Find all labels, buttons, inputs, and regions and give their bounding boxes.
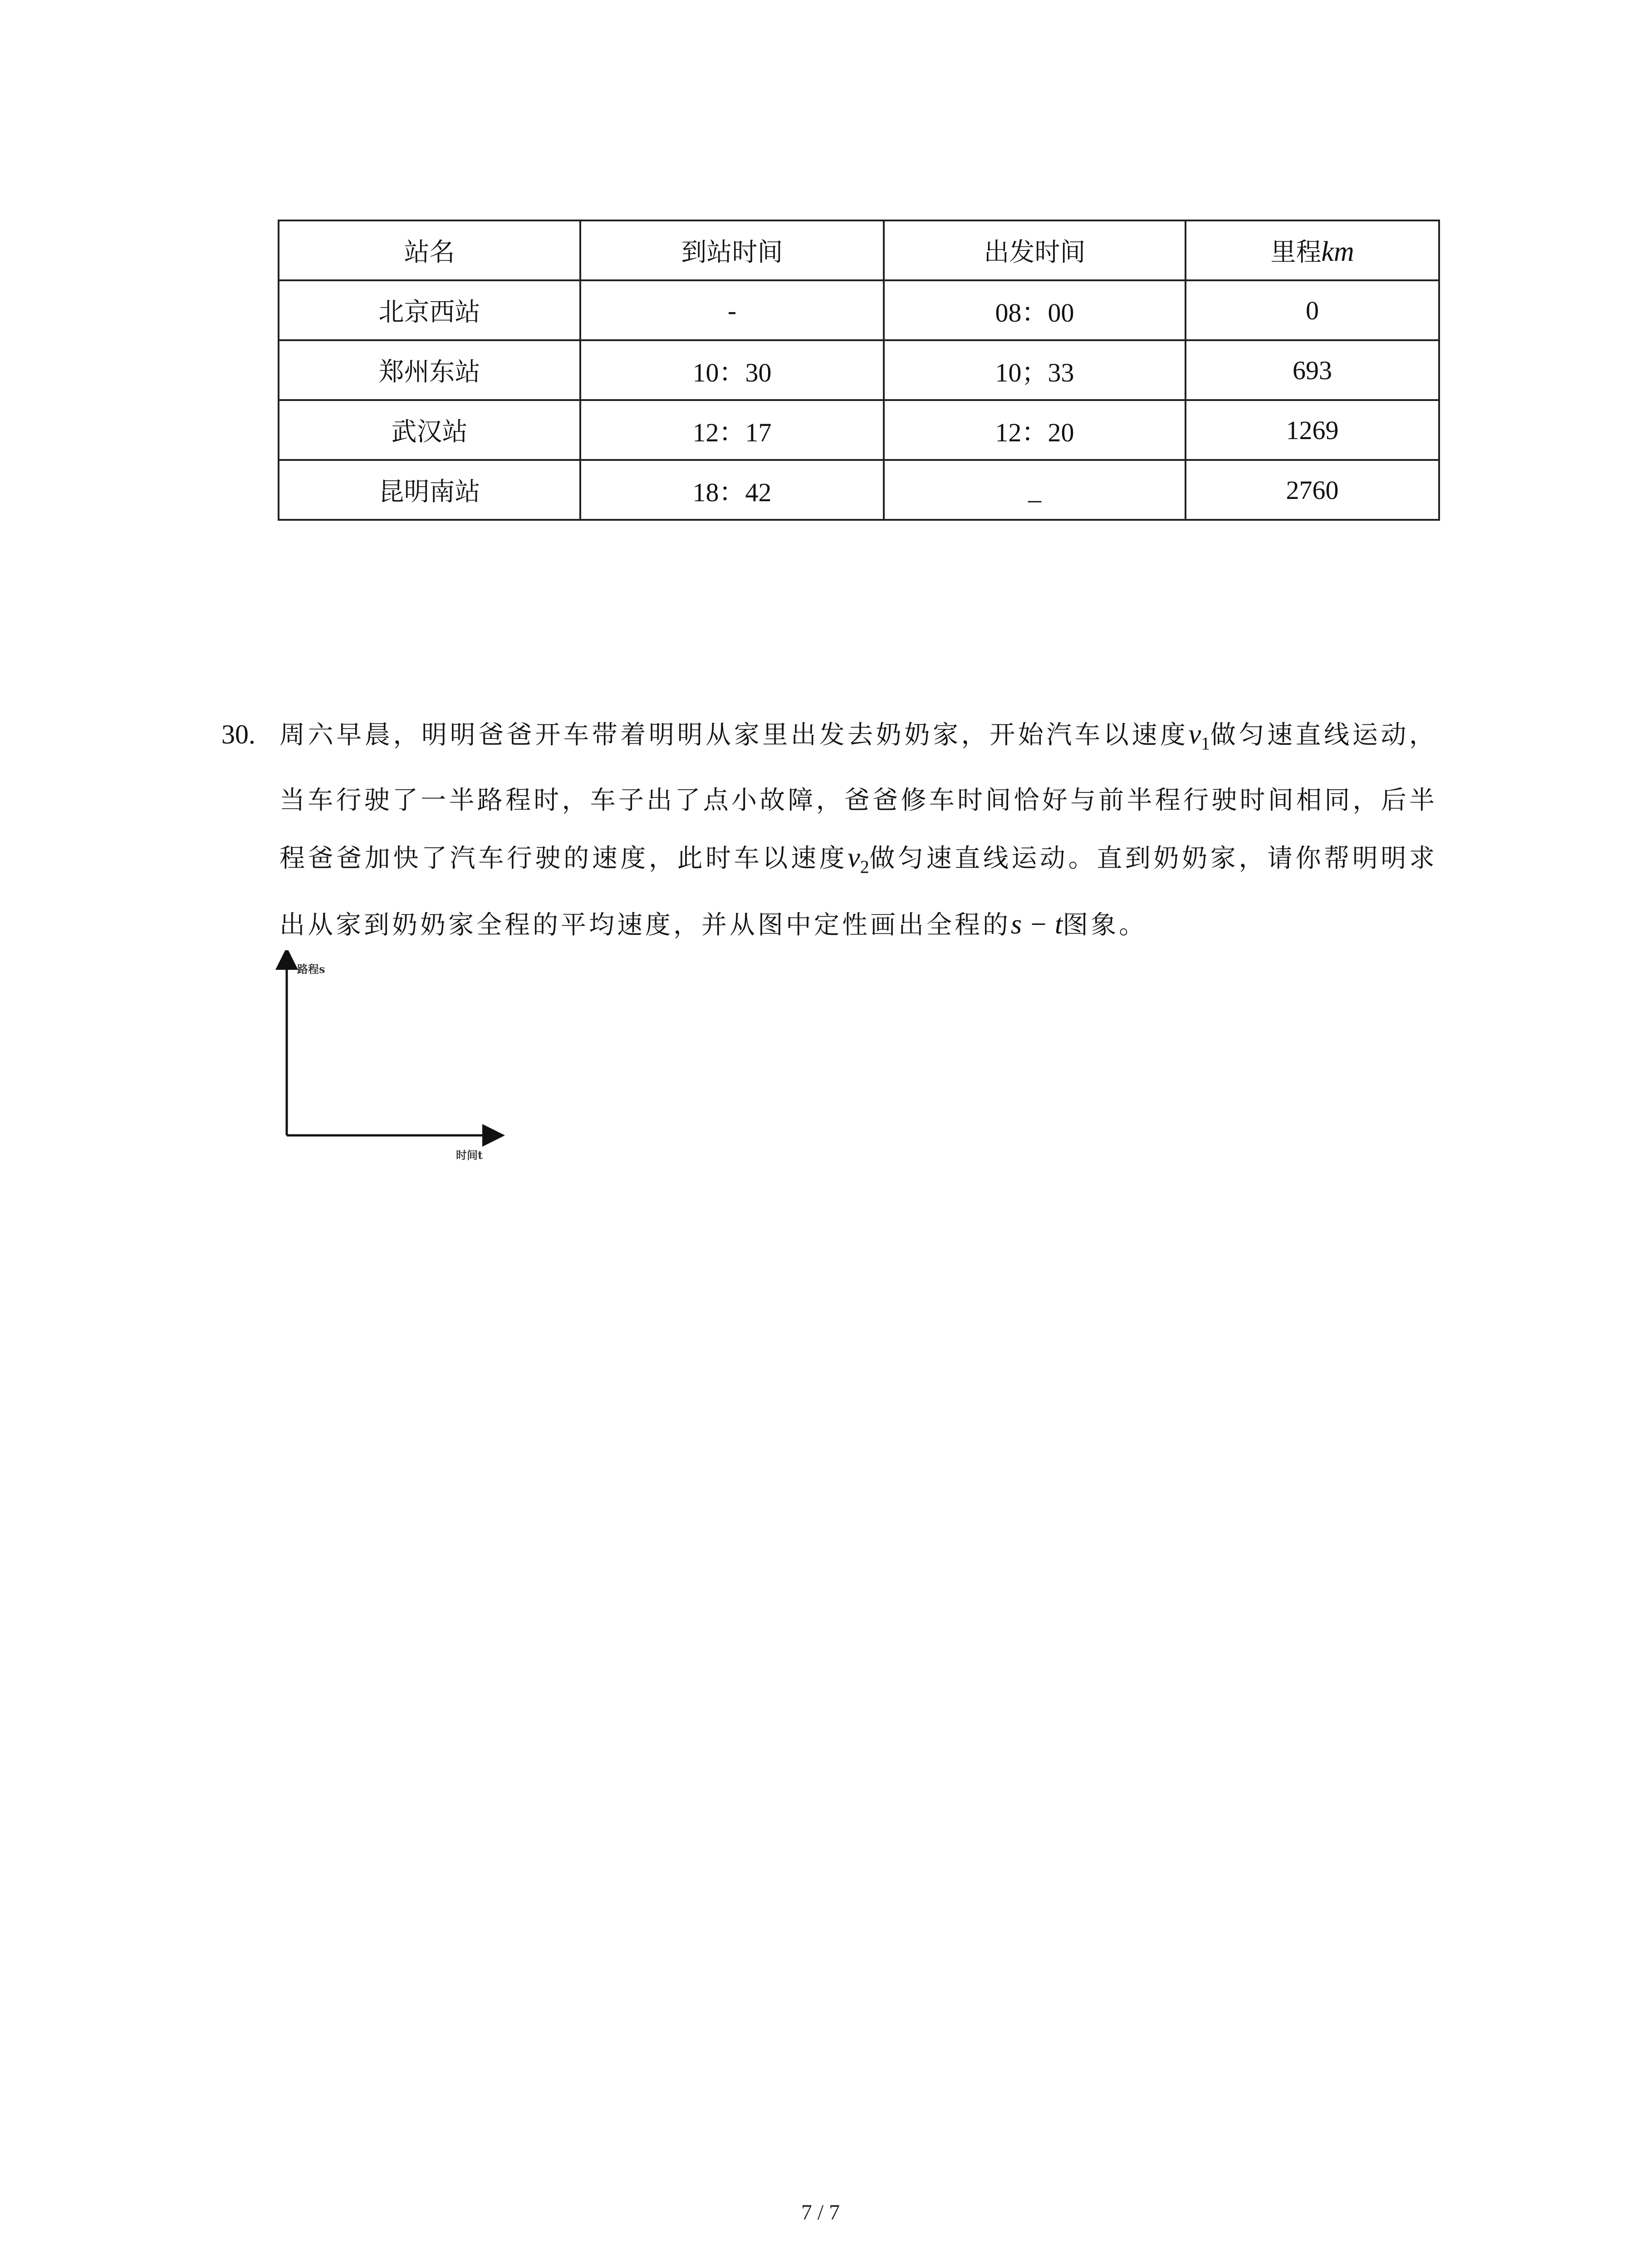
- arrive-time: 18：42: [580, 460, 884, 520]
- distance-unit: km: [1321, 236, 1354, 267]
- station-name: 北京西站: [279, 280, 580, 340]
- arrive-time: 12：17: [580, 400, 884, 460]
- question-30: [221, 706, 1437, 954]
- table-row: [279, 280, 1439, 340]
- distance-km: 2760: [1185, 460, 1439, 520]
- train-timetable: [278, 220, 1440, 521]
- v2-subscript: 2: [860, 856, 869, 877]
- question-text-part4: 图象。: [1063, 910, 1147, 940]
- question-text-part3: 做匀速直线运动。直到奶奶家，请你帮明明求出从家到奶奶家全程的平均速度，并从图中定性画出全程的: [279, 844, 1438, 940]
- table-header-row: [279, 220, 1439, 280]
- v1-subscript: 1: [1201, 733, 1210, 754]
- arrive-time: 10：30: [580, 340, 884, 400]
- velocity-v2: [847, 842, 869, 877]
- distance-km: 1269: [1185, 400, 1439, 460]
- question-text-part2: 做匀速直线运动，当车行驶了一半路程时，车子出了点小故障，爸爸修车时间恰好与前半程行驶时间相同，后半程爸爸加快了汽车行驶的速度，此时车以速度: [279, 720, 1438, 874]
- velocity-v1: [1188, 719, 1210, 754]
- depart-time: _: [884, 460, 1185, 520]
- v2-symbol: v: [847, 842, 860, 874]
- question-text-part1: 周六早晨，明明爸爸开车带着明明从家里出发去奶奶家，开始汽车以速度: [279, 720, 1189, 750]
- column-header-station: 站名: [279, 220, 580, 280]
- page-number: 7 / 7: [801, 2200, 840, 2224]
- station-name: 昆明南站: [279, 460, 580, 520]
- s-t-expression: s − t: [1011, 909, 1063, 940]
- s-t-graph: [272, 950, 508, 1168]
- x-axis-label: 时间t: [456, 1149, 483, 1162]
- column-header-depart: 出发时间: [884, 220, 1185, 280]
- depart-time: 12：20: [884, 400, 1185, 460]
- question-number: 30.: [221, 719, 255, 749]
- distance-km: 693: [1185, 340, 1439, 400]
- station-name: 郑州东站: [279, 340, 580, 400]
- column-header-arrive: 到站时间: [580, 220, 884, 280]
- distance-km: 0: [1185, 280, 1439, 340]
- y-axis-label: 路程s: [297, 963, 325, 976]
- table-row: [279, 460, 1439, 520]
- arrive-time: -: [580, 280, 884, 340]
- column-header-distance: [1185, 220, 1439, 280]
- v1-symbol: v: [1188, 719, 1201, 750]
- question-text: [279, 706, 1437, 954]
- distance-header-text: 里程: [1270, 238, 1322, 267]
- depart-time: 08：00: [884, 280, 1185, 340]
- table-row: [279, 400, 1439, 460]
- s-t-axes: [272, 950, 508, 1168]
- station-name: 武汉站: [279, 400, 580, 460]
- depart-time: 10；33: [884, 340, 1185, 400]
- table-row: [279, 340, 1439, 400]
